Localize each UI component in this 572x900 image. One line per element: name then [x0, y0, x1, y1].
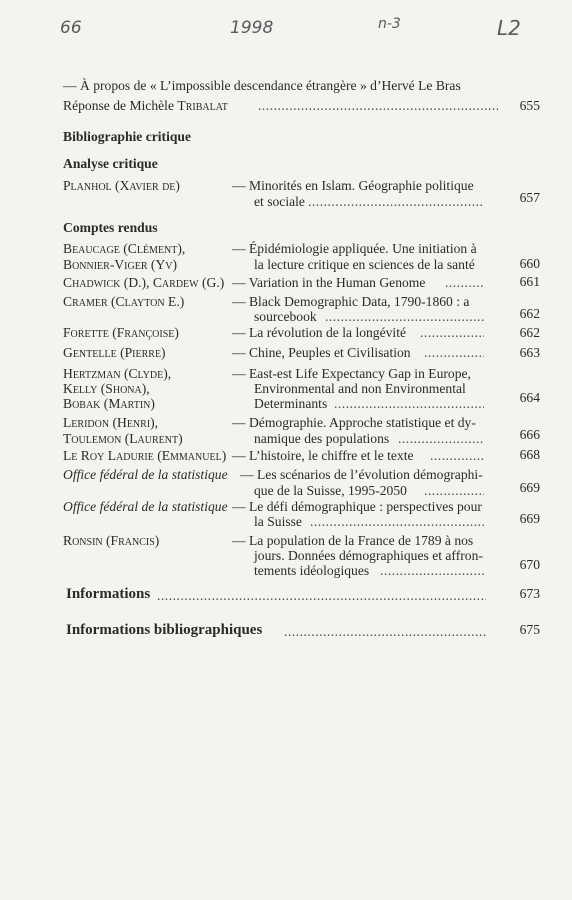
page-number: 669 [519, 480, 540, 495]
heading-informations-bibliographiques: Informations bibliographiques [66, 622, 263, 638]
entry-title-line-1: — Démographie. Approche statistique et dy- [232, 415, 476, 430]
entry-title-line-1: — La population de la France de 1789 à nos [232, 533, 474, 548]
leader-dots [258, 98, 498, 114]
entry-title-line-2: Environmental and non Environmental [254, 381, 466, 396]
page-number: 657 [519, 190, 540, 205]
page-number: 660 [519, 256, 540, 271]
heading-bibliographie-critique: Bibliographie critique [63, 129, 192, 144]
page-number: 655 [519, 98, 540, 113]
entry-author: Office fédéral de la statistique [63, 499, 228, 514]
entry-title-line-1: — Épidémiologie appliquée. Une initiation à [232, 241, 477, 256]
entry-author: Office fédéral de la statistique [63, 467, 228, 482]
leader-dots [310, 514, 484, 530]
leader-dots [334, 396, 484, 412]
entry-author: Gentelle (Pierre) [63, 345, 166, 360]
page-number: 675 [519, 622, 540, 637]
page-number: 668 [519, 447, 540, 462]
entry-author: Leridon (Henri), [63, 415, 159, 430]
handwritten-page-number: 66 [60, 18, 82, 38]
handwritten-year: 1998 [230, 18, 274, 38]
leader-dots [445, 275, 483, 291]
entry-author: Cramer (Clayton E.) [63, 294, 185, 309]
page-number: 669 [519, 511, 540, 526]
entry-title-line-2: que de la Suisse, 1995-2050 [254, 483, 407, 498]
page-number: 662 [519, 325, 540, 340]
entry-author: Toulemon (Laurent) [63, 431, 183, 446]
entry-title-line-1: — La révolution de la longévité [232, 325, 407, 340]
entry-title-line-2: la Suisse [254, 514, 302, 529]
entry-title-line-2: jours. Données démographiques et affron- [254, 548, 483, 563]
heading-analyse-critique: Analyse critique [63, 156, 158, 171]
leader-dots [420, 325, 484, 341]
intro-line-2-prefix: Réponse de Michèle [63, 98, 178, 113]
leader-dots [325, 309, 485, 325]
entry-title-line-3: Determinants [254, 396, 328, 411]
leader-dots [398, 431, 484, 447]
entry-author: Le Roy Ladurie (Emmanuel) [63, 448, 227, 463]
page-number: 664 [519, 390, 540, 405]
entry-author: Hertzman (Clyde), [63, 366, 172, 381]
entry-author: Bobak (Martin) [63, 396, 155, 411]
page-number: 663 [519, 345, 540, 360]
handwritten-issue: n-3 [378, 16, 401, 32]
handwritten-code: L2 [497, 16, 521, 40]
page-number: 666 [519, 427, 540, 442]
intro-line-1: — À propos de « L’impossible descendance étrangère » d’Hervé Le Bras [63, 78, 461, 93]
entry-title-line-1: — Le défi démographique : perspectives pour [232, 499, 482, 514]
page-number: 661 [519, 274, 540, 289]
entry-author: Planhol (Xavier de) [63, 178, 180, 193]
leader-dots [430, 448, 484, 464]
page-number: 673 [519, 586, 540, 601]
intro-line-2 [63, 98, 228, 114]
entry-title-line-2: et sociale [254, 194, 305, 209]
entry-author: Chadwick (D.), Cardew (G.) [63, 275, 225, 290]
leader-dots [424, 483, 484, 499]
entry-title-line-1: — L’histoire, le chiffre et le texte [232, 448, 414, 463]
entry-author: Forette (Françoise) [63, 325, 179, 340]
entry-title-line-1: — Chine, Peuples et Civilisation [232, 345, 411, 360]
leader-dots [380, 563, 484, 579]
entry-title-line-1: — Variation in the Human Genome [232, 275, 426, 290]
entry-author: Bonnier-Viger (Yv) [63, 257, 178, 272]
page-number: 662 [519, 306, 540, 321]
entry-author: Kelly (Shona), [63, 381, 150, 396]
entry-title-line-2: namique des populations [254, 431, 390, 446]
leader-dots [284, 624, 486, 640]
entry-author: Beaucage (Clément), [63, 241, 186, 256]
leader-dots [424, 345, 484, 361]
entry-title-line-2: la lecture critique en sciences de la santé [254, 257, 475, 272]
heading-comptes-rendus: Comptes rendus [63, 220, 158, 235]
entry-title-line-2: sourcebook [254, 309, 317, 324]
entry-title-line-3: tements idéologiques [254, 563, 370, 578]
entry-author: Ronsin (Francis) [63, 533, 160, 548]
heading-informations: Informations [66, 586, 151, 602]
entry-title-line-1: — Les scénarios de l’évolution démographi- [240, 467, 483, 482]
leader-dots [157, 588, 486, 604]
entry-title-line-1: — East-est Life Expectancy Gap in Europe, [232, 366, 471, 381]
intro-author: Tribalat [177, 98, 228, 113]
page-number: 670 [519, 557, 540, 572]
entry-title-line-1: — Minorités en Islam. Géographie politique [232, 178, 474, 193]
leader-dots [308, 194, 484, 210]
entry-title-line-1: — Black Demographic Data, 1790-1860 : a [232, 294, 470, 309]
